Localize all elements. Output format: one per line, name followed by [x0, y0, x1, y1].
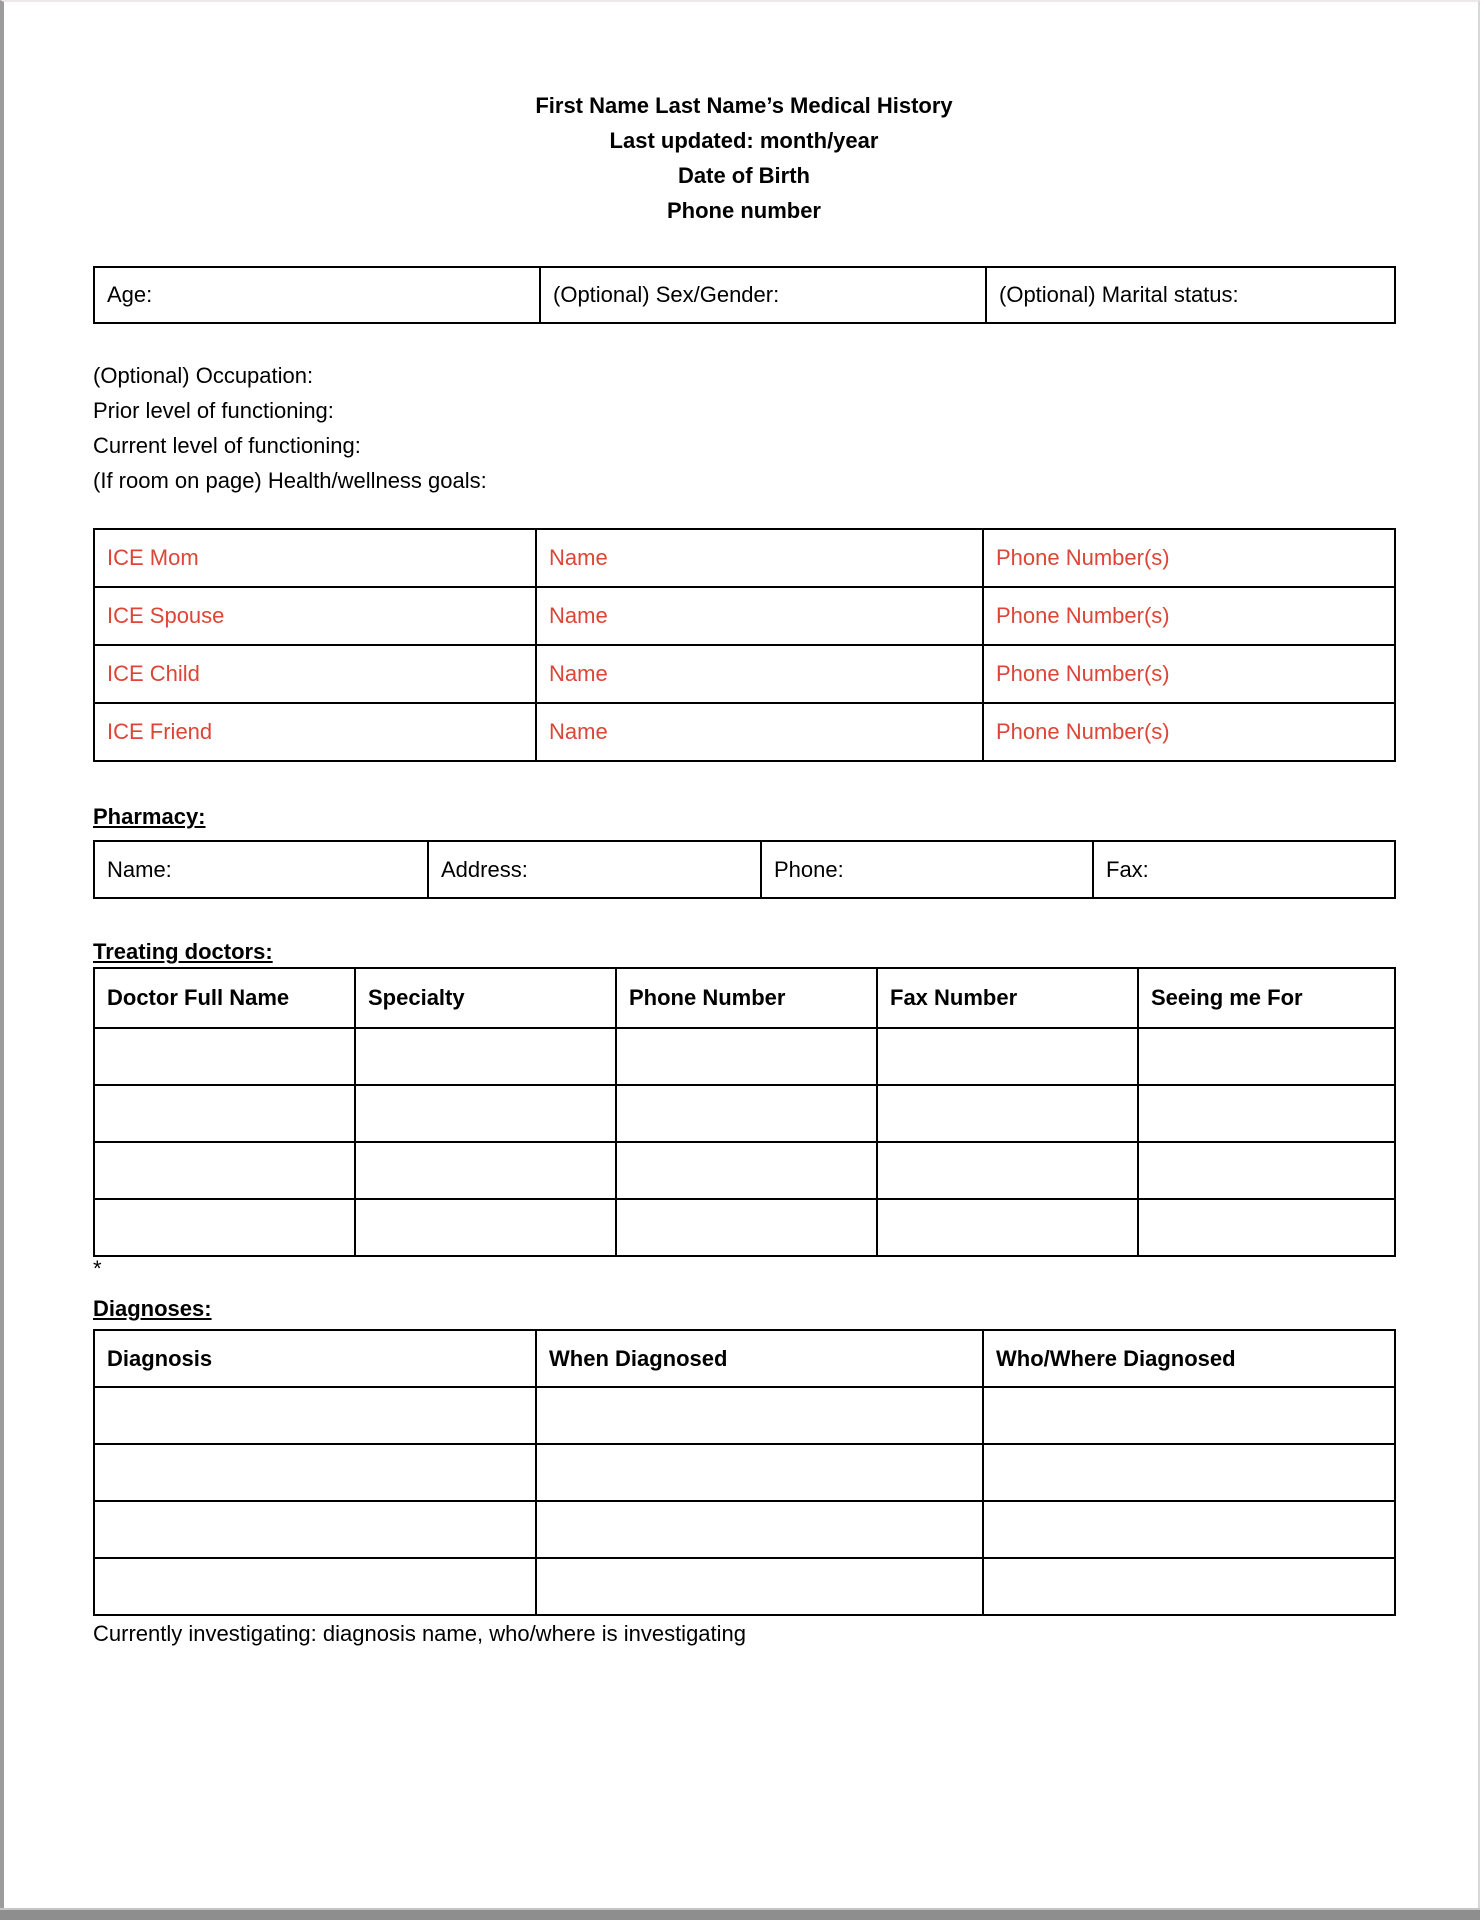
ice-mom-label[interactable]: ICE Mom — [94, 529, 536, 587]
doctors-empty-row — [94, 1199, 1395, 1256]
document-title: First Name Last Name’s Medical History — [535, 93, 953, 118]
doctors-specialty-cell[interactable] — [355, 1142, 616, 1199]
ice-spouse-label[interactable]: ICE Spouse — [94, 587, 536, 645]
diagnoses-table — [93, 1329, 1396, 1616]
ice-friend-phone-field[interactable]: Phone Number(s) — [983, 703, 1395, 761]
pharmacy-phone-field[interactable]: Phone: — [761, 841, 1093, 898]
doctors-phone-cell[interactable] — [616, 1142, 877, 1199]
sex-gender-field[interactable]: (Optional) Sex/Gender: — [540, 267, 986, 323]
when-diagnosed-cell[interactable] — [536, 1558, 983, 1615]
ice-row-child — [94, 645, 1395, 703]
last-updated-line: Last updated: month/year — [609, 128, 879, 153]
doctors-phone-cell[interactable] — [616, 1199, 877, 1256]
wellness-goals-line[interactable]: (If room on page) Health/wellness goals: — [93, 468, 487, 493]
doctors-reason-cell[interactable] — [1138, 1028, 1395, 1085]
date-of-birth-line: Date of Birth — [678, 163, 810, 188]
ice-child-phone-field[interactable]: Phone Number(s) — [983, 645, 1395, 703]
doctors-col-name: Doctor Full Name — [94, 968, 355, 1028]
diagnoses-col-who-where: Who/Where Diagnosed — [983, 1330, 1395, 1387]
prior-functioning-line[interactable]: Prior level of functioning: — [93, 398, 334, 423]
doctors-fax-cell[interactable] — [877, 1142, 1138, 1199]
doctors-fax-cell[interactable] — [877, 1085, 1138, 1142]
footnote-marker: * — [93, 1256, 102, 1281]
doctors-header-row — [94, 968, 1395, 1028]
current-functioning-line[interactable]: Current level of functioning: — [93, 433, 361, 458]
doctors-empty-row — [94, 1085, 1395, 1142]
doctors-reason-cell[interactable] — [1138, 1142, 1395, 1199]
when-diagnosed-cell[interactable] — [536, 1387, 983, 1444]
diagnosis-cell[interactable] — [94, 1501, 536, 1558]
diagnoses-heading: Diagnoses: — [93, 1296, 212, 1321]
diagnoses-col-when: When Diagnosed — [536, 1330, 983, 1387]
who-where-cell[interactable] — [983, 1387, 1395, 1444]
demographics-table — [93, 266, 1396, 324]
doctors-col-reason: Seeing me For — [1138, 968, 1395, 1028]
doctors-phone-cell[interactable] — [616, 1028, 877, 1085]
ice-contacts-table — [93, 528, 1396, 762]
demographics-row — [94, 267, 1395, 323]
diagnosis-cell[interactable] — [94, 1444, 536, 1501]
marital-status-field[interactable]: (Optional) Marital status: — [986, 267, 1395, 323]
doctors-empty-row — [94, 1142, 1395, 1199]
treating-doctors-heading: Treating doctors: — [93, 939, 273, 964]
diagnoses-header-row — [94, 1330, 1395, 1387]
diagnoses-col-diagnosis: Diagnosis — [94, 1330, 536, 1387]
ice-child-name-field[interactable]: Name — [536, 645, 983, 703]
ice-spouse-phone-field[interactable]: Phone Number(s) — [983, 587, 1395, 645]
doctors-reason-cell[interactable] — [1138, 1199, 1395, 1256]
doctors-reason-cell[interactable] — [1138, 1085, 1395, 1142]
doctors-col-specialty: Specialty — [355, 968, 616, 1028]
document-header — [4, 88, 1480, 228]
when-diagnosed-cell[interactable] — [536, 1444, 983, 1501]
phone-number-line: Phone number — [666, 198, 821, 223]
doctors-col-phone: Phone Number — [616, 968, 877, 1028]
doctors-col-fax: Fax Number — [877, 968, 1138, 1028]
diagnoses-empty-row — [94, 1387, 1395, 1444]
doctors-name-cell[interactable] — [94, 1199, 355, 1256]
ice-mom-phone-field[interactable]: Phone Number(s) — [983, 529, 1395, 587]
treating-doctors-table — [93, 967, 1396, 1257]
ice-friend-name-field[interactable]: Name — [536, 703, 983, 761]
doctors-empty-row — [94, 1028, 1395, 1085]
diagnosis-cell[interactable] — [94, 1387, 536, 1444]
pharmacy-name-field[interactable]: Name: — [94, 841, 428, 898]
who-where-cell[interactable] — [983, 1444, 1395, 1501]
diagnosis-cell[interactable] — [94, 1558, 536, 1615]
ice-row-mom — [94, 529, 1395, 587]
ice-spouse-name-field[interactable]: Name — [536, 587, 983, 645]
background-info-block — [93, 358, 487, 498]
who-where-cell[interactable] — [983, 1501, 1395, 1558]
who-where-cell[interactable] — [983, 1558, 1395, 1615]
pharmacy-heading: Pharmacy: — [93, 804, 206, 829]
ice-row-spouse — [94, 587, 1395, 645]
ice-row-friend — [94, 703, 1395, 761]
doctors-fax-cell[interactable] — [877, 1199, 1138, 1256]
doctors-specialty-cell[interactable] — [355, 1085, 616, 1142]
ice-friend-label[interactable]: ICE Friend — [94, 703, 536, 761]
currently-investigating-note[interactable]: Currently investigating: diagnosis name, who/where is investigating — [93, 1621, 747, 1646]
viewer-page-gap — [0, 1908, 1480, 1920]
pharmacy-fax-field[interactable]: Fax: — [1093, 841, 1395, 898]
doctors-name-cell[interactable] — [94, 1028, 355, 1085]
diagnoses-empty-row — [94, 1558, 1395, 1615]
pharmacy-table — [93, 840, 1396, 899]
doctors-name-cell[interactable] — [94, 1085, 355, 1142]
ice-mom-name-field[interactable]: Name — [536, 529, 983, 587]
occupation-line[interactable]: (Optional) Occupation: — [93, 363, 314, 388]
diagnoses-empty-row — [94, 1501, 1395, 1558]
pharmacy-address-field[interactable]: Address: — [428, 841, 761, 898]
pharmacy-row — [94, 841, 1395, 898]
age-field[interactable]: Age: — [94, 267, 540, 323]
doctors-specialty-cell[interactable] — [355, 1199, 616, 1256]
doctors-name-cell[interactable] — [94, 1142, 355, 1199]
when-diagnosed-cell[interactable] — [536, 1501, 983, 1558]
doctors-phone-cell[interactable] — [616, 1085, 877, 1142]
doctors-fax-cell[interactable] — [877, 1028, 1138, 1085]
ice-child-label[interactable]: ICE Child — [94, 645, 536, 703]
doctors-specialty-cell[interactable] — [355, 1028, 616, 1085]
diagnoses-empty-row — [94, 1444, 1395, 1501]
